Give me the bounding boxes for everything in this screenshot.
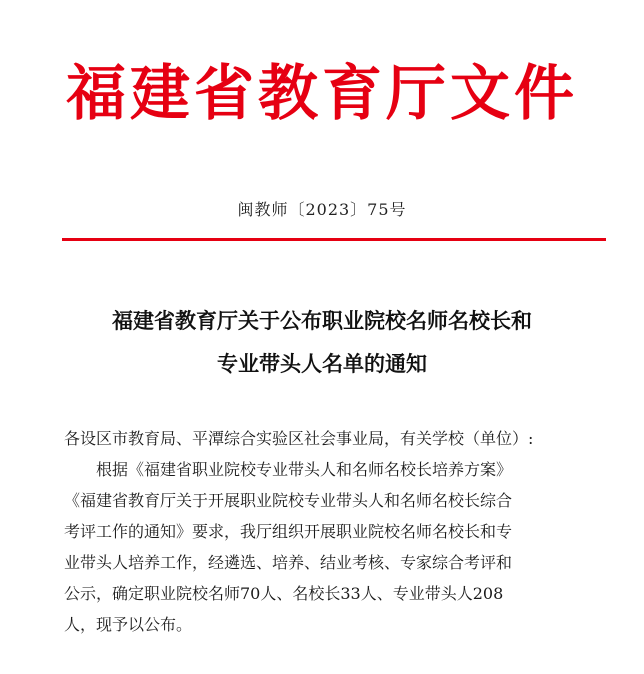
notice-body: [64, 423, 612, 640]
paragraph-line: 根据《福建省职业院校专业带头人和名师名校长培养方案》: [96, 460, 513, 479]
notice-title: [0, 300, 644, 386]
paragraph-line: 业带头人培养工作，经遴选、培养、结业考核、专家综合考评和: [64, 553, 513, 572]
paragraph-line: 公示，确定职业院校名师70人、名校长33人、专业带头人208: [64, 584, 504, 603]
red-divider-line: [62, 238, 606, 241]
paragraph-line: 考评工作的通知》要求，我厅组织开展职业院校名师名校长和专: [64, 522, 513, 541]
document-number: 闽教师〔2023〕75号: [237, 200, 407, 219]
masthead-title: 福建省教育厅文件: [66, 59, 578, 129]
paragraph-line: 人，现予以公布。: [64, 615, 193, 634]
salutation: 各设区市教育局、平潭综合实验区社会事业局，有关学校（单位）:: [64, 429, 534, 448]
notice-title-line-2: 专业带头人名单的通知: [217, 352, 427, 376]
notice-title-line-1: 福建省教育厅关于公布职业院校名师名校长和: [112, 309, 532, 333]
paragraph-line: 《福建省教育厅关于开展职业院校专业带头人和名师名校长综合: [64, 491, 513, 510]
